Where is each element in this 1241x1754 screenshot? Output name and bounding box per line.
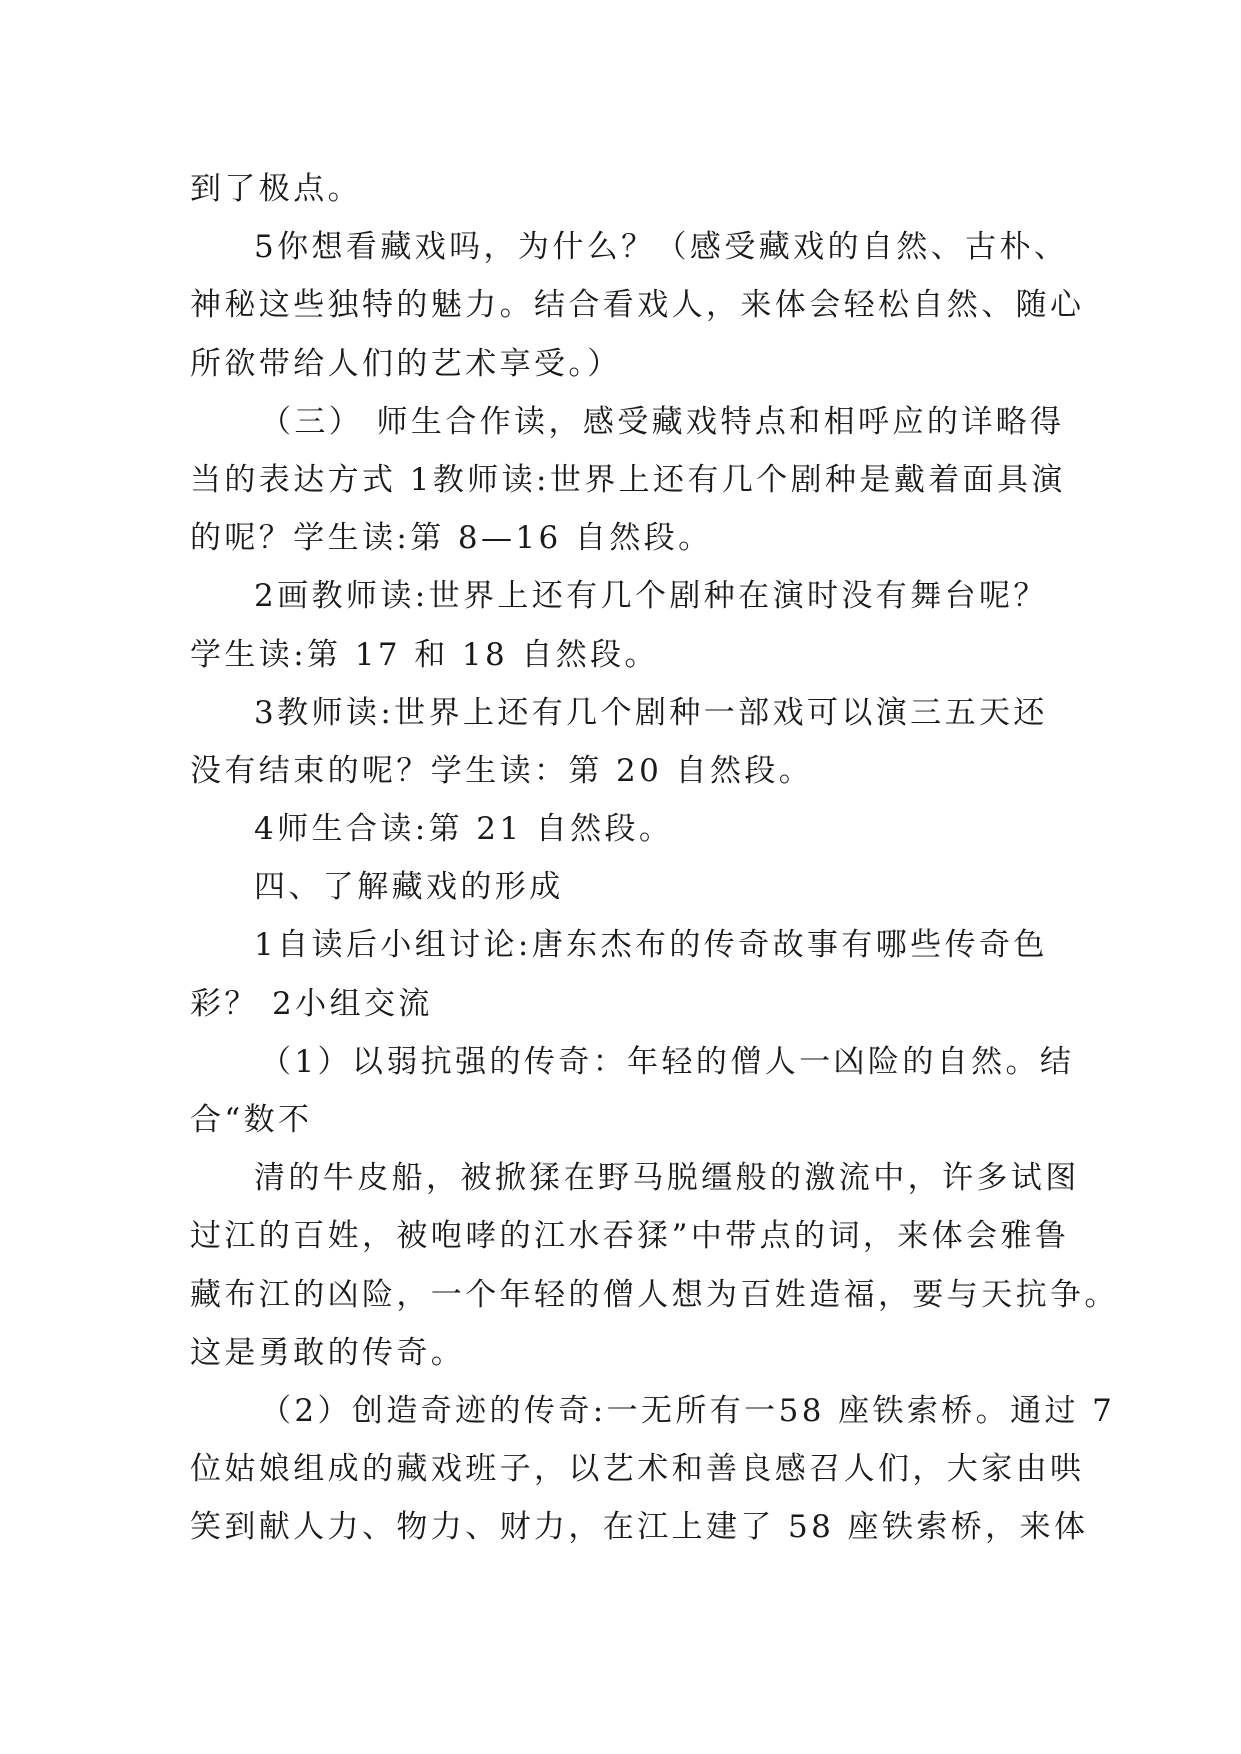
text-line: 清的牛皮船，被掀猱在野马脱缰般的激流中，许多试图 xyxy=(254,1160,1080,1197)
text-line: 学生读:第 17 和 18 自然段。 xyxy=(190,636,659,673)
text-line: 5你想看藏戏吗，为什么？（感受藏戏的自然、古朴、 xyxy=(254,229,1069,266)
text-line: 神秘这些独特的魅力。结合看戏人，来体会轻松自然、随心 xyxy=(190,287,1085,324)
text-line: 3教师读:世界上还有几个剧种一部戏可以演三五天还 xyxy=(254,694,1048,731)
text-line: 过江的百姓，被咆哮的江水吞猱”中带点的词，来体会雅鲁 xyxy=(190,1218,1070,1255)
text-line: 的呢？学生读:第 8—16 自然段。 xyxy=(190,520,713,557)
text-line: 当的表达方式 1教师读:世界上还有几个剧种是戴着面具演 xyxy=(190,461,1066,498)
text-line: 所欲带给人们的艺术享受。） xyxy=(190,345,622,382)
text-line: 2画教师读:世界上还有几个剧种在演时没有舞台呢？ xyxy=(254,578,1048,615)
section-heading: 四、了解藏戏的形成 xyxy=(254,869,564,906)
text-line: 藏布江的凶险，一个年轻的僧人想为百姓造福，要与天抗争。 xyxy=(190,1276,1119,1313)
text-line: 彩？ 2小组交流 xyxy=(190,985,433,1022)
text-line: 没有结束的呢？学生读：第 20 自然段。 xyxy=(190,752,814,789)
text-line: 4师生合读:第 21 自然段。 xyxy=(254,811,674,848)
text-line: （三） 师生合作读，感受藏戏特点和相呼应的详略得 xyxy=(260,403,1065,440)
text-line: 到了极点。 xyxy=(190,171,362,207)
text-line: 笑到献人力、物力、财力，在江上建了 58 座铁索桥，来体 xyxy=(190,1509,1089,1546)
text-line: （2）创造奇迹的传奇:一无所有一58 座铁索桥。通过 7 xyxy=(260,1392,1116,1429)
text-line: 这是勇敢的传奇。 xyxy=(190,1334,466,1371)
text-line: （1）以弱抗强的传奇：年轻的僧人一凶险的自然。结 xyxy=(260,1043,1075,1080)
text-line: 位姑娘组成的藏戏班子，以艺术和善良感召人们，大家由哄 xyxy=(190,1451,1085,1488)
text-line: 合“数不 xyxy=(190,1102,313,1138)
body-text xyxy=(190,160,1119,1557)
text-line: 1自读后小组讨论:唐东杰布的传奇故事有哪些传奇色 xyxy=(254,927,1048,964)
